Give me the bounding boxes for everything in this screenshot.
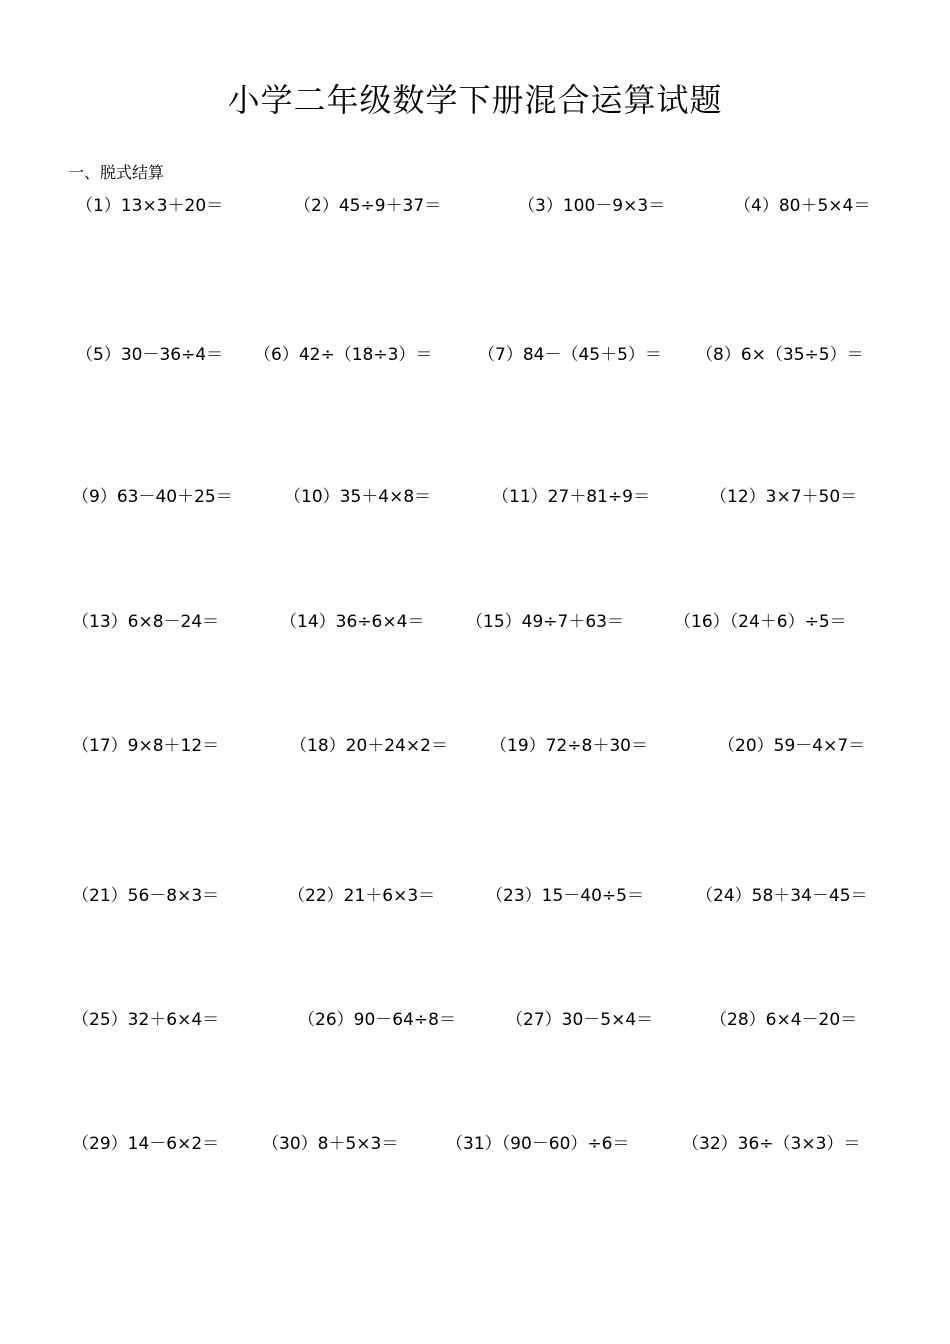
problem-1: （1）13×3＋20＝ [76, 196, 224, 216]
problem-10: （10）35＋4×8＝ [284, 487, 432, 507]
problem-32: （32）36÷（3×3）＝ [682, 1134, 861, 1154]
problem-row [72, 483, 884, 511]
problem-11: （11）27＋81÷9＝ [492, 487, 650, 507]
problem-24: （24）58＋34－45＝ [696, 886, 868, 906]
problem-5: （5）30－36÷4＝ [76, 345, 224, 365]
problem-3: （3）100－9×3＝ [518, 196, 666, 216]
problem-4: （4）80＋5×4＝ [734, 196, 871, 216]
problem-7: （7）84－（45＋5）＝ [478, 345, 662, 365]
problem-row [72, 882, 884, 910]
problem-8: （8）6×（35÷5）＝ [696, 345, 864, 365]
problem-18: （18）20＋24×2＝ [290, 736, 448, 756]
problem-row [72, 1130, 884, 1158]
problem-6: （6）42÷（18÷3）＝ [254, 345, 433, 365]
problem-9: （9）63－40＋25＝ [72, 487, 233, 507]
section-heading: 一、脱式结算 [68, 163, 165, 182]
problem-row [72, 192, 884, 220]
page-title: 小学二年级数学下册混合运算试题 [227, 81, 723, 119]
problem-row [72, 1006, 884, 1034]
problem-row [72, 732, 884, 760]
problem-16: （16）（24＋6）÷5＝ [674, 612, 847, 632]
problem-29: （29）14－6×2＝ [72, 1134, 220, 1154]
problem-2: （2）45÷9＋37＝ [294, 196, 442, 216]
problem-12: （12）3×7＋50＝ [710, 487, 858, 507]
problem-23: （23）15－40÷5＝ [486, 886, 644, 906]
problem-31: （31）（90－60）÷6＝ [446, 1134, 630, 1154]
problem-15: （15）49÷7＋63＝ [466, 612, 624, 632]
problem-20: （20）59－4×7＝ [718, 736, 866, 756]
problem-row [72, 341, 884, 369]
problem-25: （25）32＋6×4＝ [72, 1010, 220, 1030]
problem-row [72, 608, 884, 636]
problem-17: （17）9×8＋12＝ [72, 736, 220, 756]
problem-28: （28）6×4－20＝ [710, 1010, 858, 1030]
problem-21: （21）56－8×3＝ [72, 886, 220, 906]
problem-19: （19）72÷8＋30＝ [490, 736, 648, 756]
problem-22: （22）21＋6×3＝ [288, 886, 436, 906]
problem-27: （27）30－5×4＝ [506, 1010, 654, 1030]
problem-26: （26）90－64÷8＝ [298, 1010, 456, 1030]
problem-30: （30）8＋5×3＝ [262, 1134, 399, 1154]
problem-13: （13）6×8－24＝ [72, 612, 220, 632]
problem-14: （14）36÷6×4＝ [280, 612, 425, 632]
